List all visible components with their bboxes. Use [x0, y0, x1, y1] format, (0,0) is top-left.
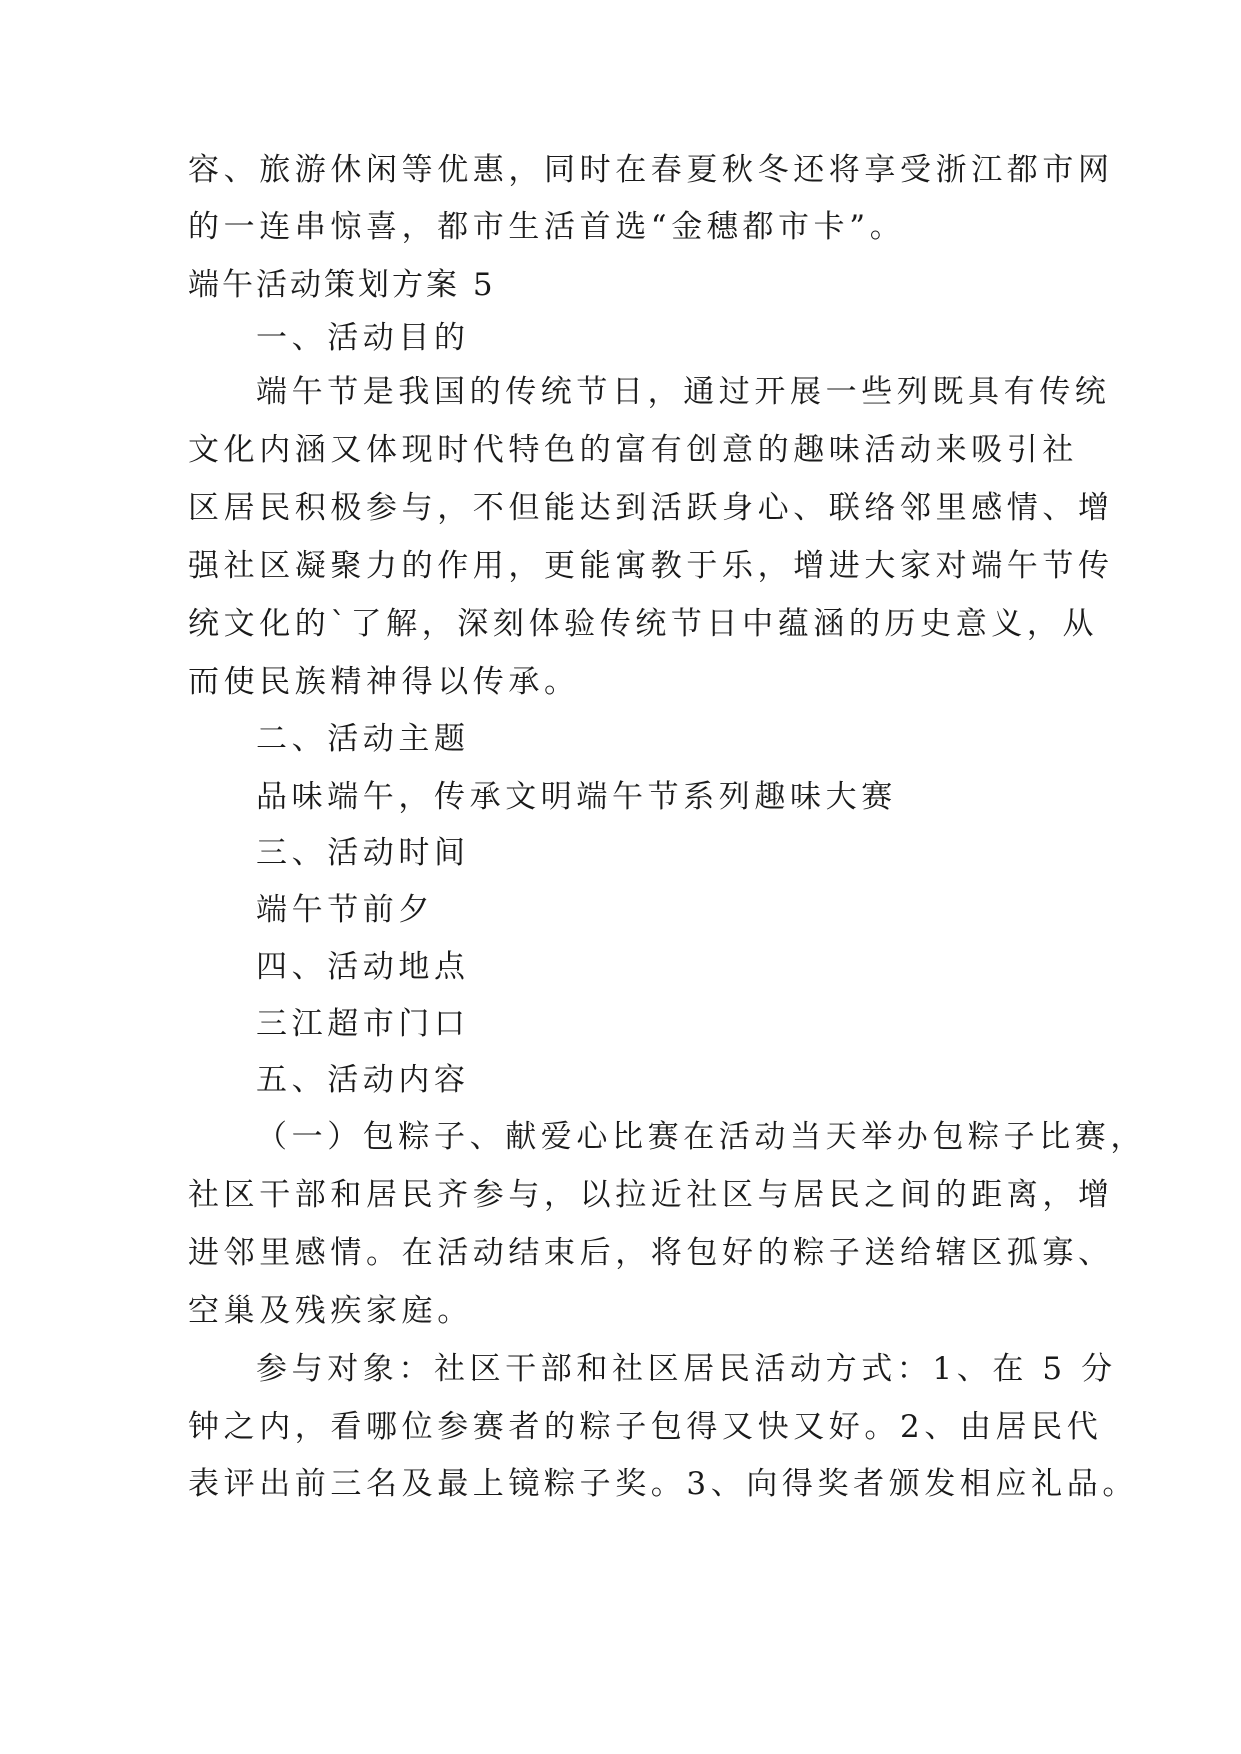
- paragraph-line: （一）包粽子、献爱心比赛在活动当天举办包粽子比赛，: [256, 1119, 1146, 1155]
- paragraph-line: 文化内涵又体现时代特色的富有创意的趣味活动来吸引社: [188, 432, 1078, 468]
- paragraph-line: 品味端午，传承文明端午节系列趣味大赛: [256, 779, 897, 815]
- paragraph-line: 区居民积极参与，不但能达到活跃身心、联络邻里感情、增: [188, 490, 1114, 526]
- paragraph-line: 端午节是我国的传统节日，通过开展一些列既具有传统: [256, 374, 1111, 410]
- paragraph-line: 的一连串惊喜，都市生活首选“金穗都市卡”。: [188, 209, 906, 245]
- paragraph-line: 进邻里感情。在活动结束后，将包好的粽子送给辖区孤寡、: [188, 1235, 1114, 1271]
- paragraph-line: 统文化的`了解，深刻体验传统节日中蕴涵的历史意义，从: [188, 606, 1099, 642]
- paragraph-line: 表评出前三名及最上镜粽子奖。3、向得奖者颁发相应礼品。: [188, 1466, 1138, 1502]
- paragraph-line: 三江超市门口: [256, 1006, 470, 1042]
- paragraph-line: 端午节前夕: [256, 892, 434, 928]
- paragraph-line: 容、旅游休闲等优惠，同时在春夏秋冬还将享受浙江都市网: [188, 152, 1114, 188]
- paragraph-line: 钟之内，看哪位参赛者的粽子包得又快又好。2、由居民代: [188, 1409, 1103, 1445]
- section-heading: 二、活动主题: [256, 721, 470, 757]
- paragraph-line: 社区干部和居民齐参与，以拉近社区与居民之间的距离，增: [188, 1177, 1114, 1213]
- paragraph-line: 强社区凝聚力的作用，更能寓教于乐，增进大家对端午节传: [188, 548, 1114, 584]
- section-heading: 四、活动地点: [256, 949, 470, 985]
- section-heading: 一、活动目的: [256, 320, 470, 356]
- paragraph-line: 空巢及残疾家庭。: [188, 1293, 473, 1329]
- paragraph-line: 而使民族精神得以传承。: [188, 664, 580, 700]
- section-title: 端午活动策划方案 5: [188, 267, 496, 303]
- section-heading: 三、活动时间: [256, 835, 470, 871]
- paragraph-line: 参与对象：社区干部和社区居民活动方式：1、在 5 分: [256, 1351, 1117, 1387]
- section-heading: 五、活动内容: [256, 1062, 470, 1098]
